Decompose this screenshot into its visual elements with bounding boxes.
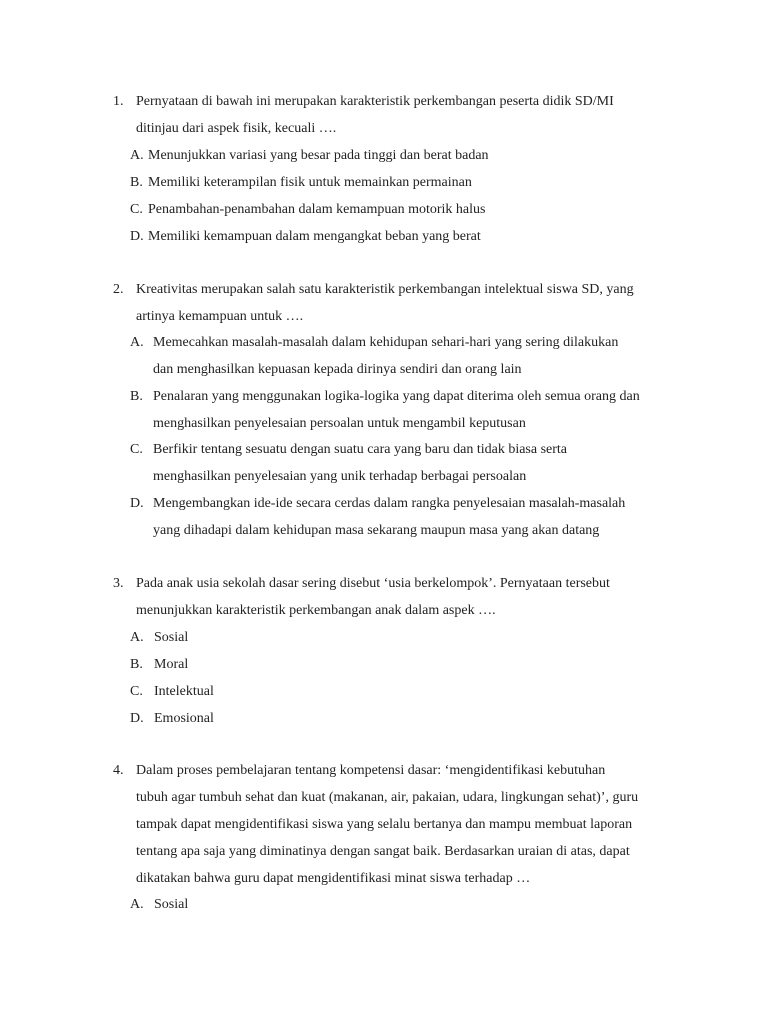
option-letter: D. [130,229,144,244]
option-letter: B. [130,389,143,404]
question-stem-line: artinya kemampuan untuk …. [136,309,304,324]
option-text: Menunjukkan variasi yang besar pada tinggi dan berat badan [148,148,489,163]
question-stem-line: Pernyataan di bawah ini merupakan karakteristik perkembangan peserta didik SD/MI [136,94,614,109]
option-letter: A. [130,897,144,912]
question-stem-line: tentang apa saja yang diminatinya dengan sangat baik. Berdasarkan uraian di atas, dapat [136,844,630,859]
option-text: Memiliki keterampilan fisik untuk memainkan permainan [148,175,472,190]
option-letter: A. [130,335,144,350]
option-letter: D. [130,496,144,511]
question-stem-line: ditinjau dari aspek fisik, kecuali …. [136,121,337,136]
option-text: Mengembangkan ide-ide secara cerdas dalam rangka penyelesaian masalah-masalah [153,496,626,511]
option-text: menghasilkan penyelesaian yang unik terhadap berbagai persoalan [153,469,527,484]
option-letter: C. [130,202,143,217]
option-text: Memecahkan masalah-masalah dalam kehidupan sehari-hari yang sering dilakukan [153,335,619,350]
option-text: menghasilkan penyelesaian persoalan untuk mengambil keputusan [153,416,526,431]
option-letter: A. [130,630,144,645]
option-text: Sosial [154,630,189,645]
option-letter: C. [130,684,143,699]
option-text: Sosial [154,897,189,912]
option-letter: A. [130,148,144,163]
question-stem-line: Dalam proses pembelajaran tentang kompetensi dasar: ‘mengidentifikasi kebutuhan [136,763,606,778]
option-text: yang dihadapi dalam kehidupan masa sekarang maupun masa yang akan datang [153,523,600,538]
option-text: Penalaran yang menggunakan logika-logika yang dapat diterima oleh semua orang dan [153,389,640,404]
option-text: Memiliki kemampuan dalam mengangkat beban yang berat [148,229,481,244]
option-letter: C. [130,442,143,457]
question-stem-line: tampak dapat mengidentifikasi siswa yang selalu bertanya dan mampu membuat laporan [136,817,633,832]
option-text: Moral [154,657,189,672]
question-stem-line: Pada anak usia sekolah dasar sering disebut ‘usia berkelompok’. Pernyataan tersebut [136,576,610,591]
question-stem-line: dikatakan bahwa guru dapat mengidentifikasi minat siswa terhadap … [136,871,531,886]
option-letter: B. [130,657,143,672]
option-text: Penambahan-penambahan dalam kemampuan motorik halus [148,202,486,217]
question-stem-line: menunjukkan karakteristik perkembangan anak dalam aspek …. [136,603,496,618]
question-stem-line: tubuh agar tumbuh sehat dan kuat (makanan, air, pakaian, udara, lingkungan sehat)’, guru [136,790,639,805]
question-number: 3. [113,576,124,591]
question-number: 2. [113,282,124,297]
option-text: Emosional [154,711,214,726]
question-number: 1. [113,94,124,109]
question-stem-line: Kreativitas merupakan salah satu karakteristik perkembangan intelektual siswa SD, yang [136,282,634,297]
option-text: Berfikir tentang sesuatu dengan suatu cara yang baru dan tidak biasa serta [153,442,568,457]
option-text: dan menghasilkan kepuasan kepada dirinya sendiri dan orang lain [153,362,522,377]
question-number: 4. [113,763,124,778]
option-letter: D. [130,711,144,726]
option-text: Intelektual [154,684,214,699]
option-letter: B. [130,175,143,190]
